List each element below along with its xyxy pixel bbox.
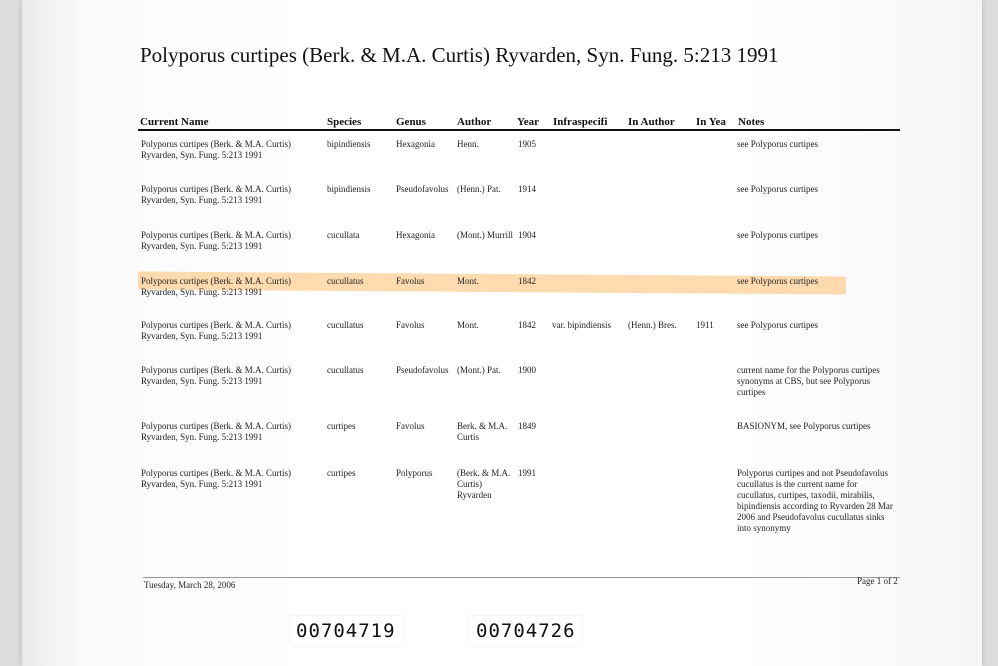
header-year: Year xyxy=(517,116,539,128)
species-cell: curtipes xyxy=(327,421,356,431)
genus-cell: Hexagonia xyxy=(396,139,435,149)
year-cell: 1842 xyxy=(518,320,536,330)
species-cell: curtipes xyxy=(327,468,356,478)
author-cell: (Berk. & M.A. Curtis) Ryvarden xyxy=(457,468,511,500)
year-cell: 1914 xyxy=(518,184,536,194)
header-species: Species xyxy=(327,116,362,128)
notes-cell: current name for the Polyporus curtipes synonyms at CBS, but see Polyporus curtipes xyxy=(737,365,880,397)
current-name-cell: Polyporus curtipes (Berk. & M.A. Curtis) Ryvarden, Syn. Fung. 5:213 1991 xyxy=(141,320,291,341)
current-name-cell: Polyporus curtipes (Berk. & M.A. Curtis) Ryvarden, Syn. Fung. 5:213 1991 xyxy=(141,184,291,205)
current-name-cell: Polyporus curtipes (Berk. & M.A. Curtis) Ryvarden, Syn. Fung. 5:213 1991 xyxy=(141,139,291,160)
year-cell: 1849 xyxy=(518,421,536,431)
footer-date: Tuesday, March 28, 2006 xyxy=(144,580,236,590)
in-year-cell: 1911 xyxy=(696,320,714,330)
genus-cell: Polyporus xyxy=(396,468,433,478)
header-current-name: Current Name xyxy=(140,116,209,128)
notes-cell: BASIONYM, see Polyporus curtipes xyxy=(737,421,871,431)
species-cell: cucullatus xyxy=(327,320,364,330)
author-cell: (Mont.) Pat. xyxy=(457,365,501,375)
author-cell: Mont. xyxy=(457,276,479,286)
infraspecific-cell: var. bipindiensis xyxy=(552,320,611,330)
author-cell: (Henn.) Pat. xyxy=(457,184,501,194)
year-cell: 1991 xyxy=(518,468,536,478)
year-cell: 1904 xyxy=(518,230,536,240)
footer-rule xyxy=(143,577,900,578)
footer-page-number: Page 1 of 2 xyxy=(857,576,898,586)
species-cell: cucullata xyxy=(327,230,360,240)
header-rule xyxy=(138,129,900,131)
genus-cell: Favolus xyxy=(396,421,425,431)
notes-cell: see Polyporus curtipes xyxy=(737,230,818,240)
species-cell: cucullatus xyxy=(327,365,364,375)
genus-cell: Favolus xyxy=(396,320,425,330)
author-cell: Berk. & M.A. Curtis xyxy=(457,421,508,442)
author-cell: Henn. xyxy=(457,139,479,149)
header-in-year: In Yea xyxy=(696,116,726,128)
header-author: Author xyxy=(457,116,492,128)
notes-cell: Polyporus curtipes and not Pseudofavolus cucullatus is the current name for cucullatus, curtipes, taxodii, mirabilis, bipindiensis according to Ryvarden 28 Mar 2006 and Pseudofavolus cucullatus sinks into synonymy xyxy=(737,468,893,533)
barcode-label-1: 00704719 xyxy=(290,616,402,646)
page-title: Polyporus curtipes (Berk. & M.A. Curtis) Ryvarden, Syn. Fung. 5:213 1991 xyxy=(140,43,779,67)
in-author-cell: (Henn.) Bres. xyxy=(628,320,677,330)
current-name-cell: Polyporus curtipes (Berk. & M.A. Curtis) Ryvarden, Syn. Fung. 5:213 1991 xyxy=(141,365,291,386)
author-cell: (Mont.) Murrill xyxy=(457,230,513,240)
header-genus: Genus xyxy=(396,116,426,128)
header-in-author: In Author xyxy=(628,116,675,128)
header-infraspecific: Infraspecifi xyxy=(553,116,608,128)
genus-cell: Pseudofavolus xyxy=(396,184,449,194)
current-name-cell: Polyporus curtipes (Berk. & M.A. Curtis) Ryvarden, Syn. Fung. 5:213 1991 xyxy=(141,421,291,442)
notes-cell: see Polyporus curtipes xyxy=(737,320,818,330)
genus-cell: Favolus xyxy=(396,276,425,286)
current-name-cell: Polyporus curtipes (Berk. & M.A. Curtis) Ryvarden, Syn. Fung. 5:213 1991 xyxy=(141,468,291,489)
species-cell: bipindiensis xyxy=(327,184,371,194)
notes-cell: see Polyporus curtipes xyxy=(737,184,818,194)
genus-cell: Pseudofavolus xyxy=(396,365,449,375)
species-cell: cucullatus xyxy=(327,276,364,286)
notes-cell: see Polyporus curtipes xyxy=(737,276,818,286)
current-name-cell: Polyporus curtipes (Berk. & M.A. Curtis) Ryvarden, Syn. Fung. 5:213 1991 xyxy=(141,230,291,251)
header-notes: Notes xyxy=(738,116,765,128)
year-cell: 1900 xyxy=(518,365,536,375)
notes-cell: see Polyporus curtipes xyxy=(737,139,818,149)
year-cell: 1842 xyxy=(518,276,536,286)
species-cell: bipindiensis xyxy=(327,139,371,149)
genus-cell: Hexagonia xyxy=(396,230,435,240)
current-name-cell: Polyporus curtipes (Berk. & M.A. Curtis) Ryvarden, Syn. Fung. 5:213 1991 xyxy=(141,276,291,297)
year-cell: 1905 xyxy=(518,139,536,149)
barcode-label-2: 00704726 xyxy=(470,616,582,646)
author-cell: Mont. xyxy=(457,320,479,330)
